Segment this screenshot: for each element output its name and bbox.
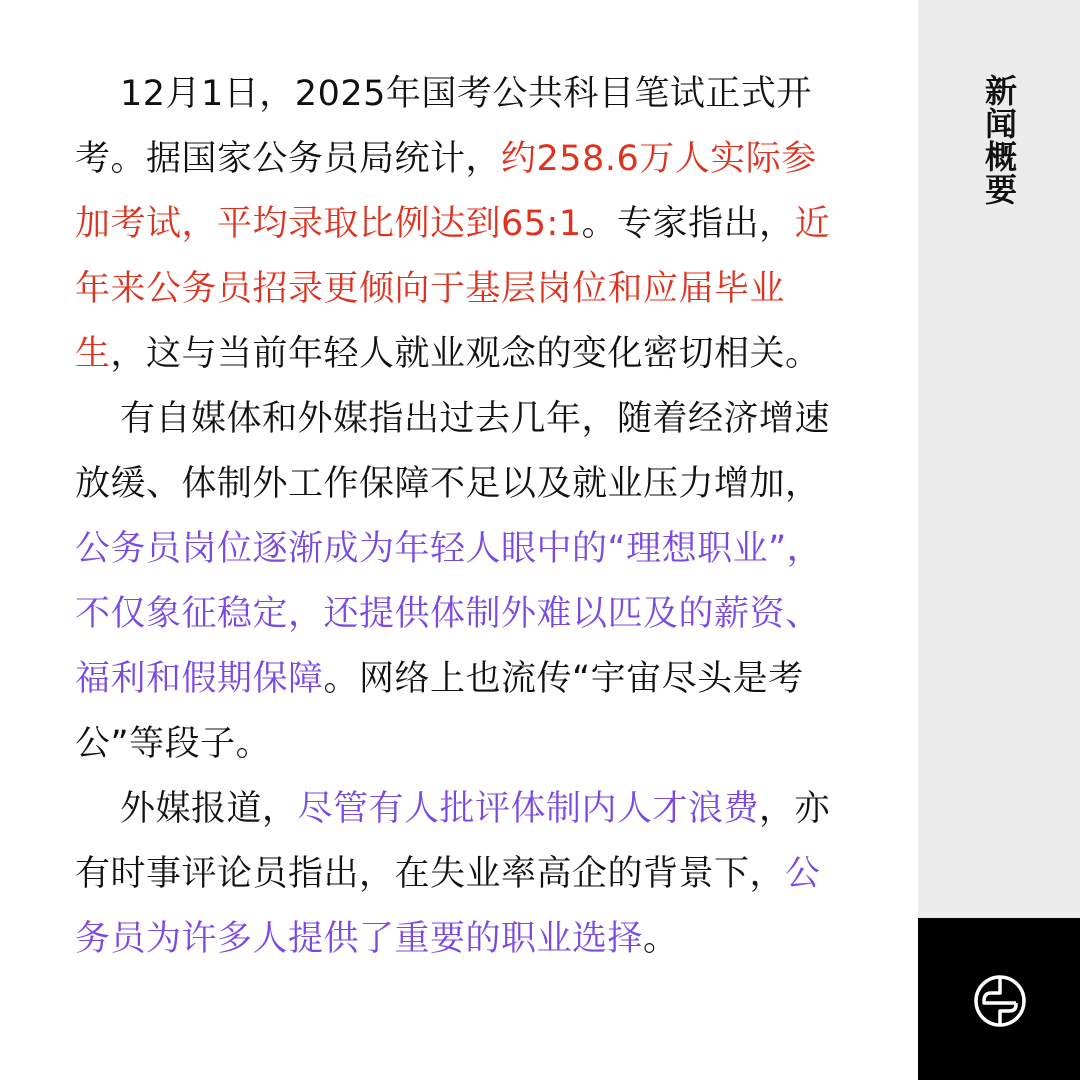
p1-text-3: ，这与当前年轻人就业观念的变化密切相关。 (110, 334, 821, 374)
sidebar-title: 新闻概要 (980, 74, 1018, 206)
sidebar (918, 0, 1080, 918)
p2-highlight-1: 公务员岗位逐渐成为年轻人眼中的“理想职业”，不仅象征稳定，还提供体制外难以匹及的薪资、福利和假期保障 (75, 529, 823, 699)
p1-highlight-1: 约258.6万人实际参加考试，平均录取比例达到65:1 (75, 139, 817, 244)
p2-text-1: 有自媒体和外媒指出过去几年，随着经济增速放缓、体制外工作保障不足以及就业压力增加， (75, 399, 831, 504)
logo-box (918, 918, 1080, 1080)
p1-text-2: 。专家指出， (581, 204, 795, 244)
paragraph-2 (75, 387, 840, 777)
p1-highlight-2: 近年来公务员招录更倾向于基层岗位和应届毕业生 (75, 204, 831, 374)
sidebar-title-wrap (982, 74, 1016, 224)
paragraph-1 (75, 62, 840, 387)
p1-text-1: 12月1日，2025年国考公共科目笔试正式开考。据国家公务员局统计， (75, 74, 812, 179)
p3-highlight-2: 公务员为许多人提供了重要的职业选择 (75, 854, 821, 959)
p2-text-2: 。网络上也流传“宇宙尽头是考公”等段子。 (75, 659, 804, 764)
p3-highlight-1: 尽管有人批评体制内人才浪费 (297, 789, 760, 829)
p3-text-1: 外媒报道， (120, 789, 298, 829)
circle-logo-icon (973, 974, 1027, 1028)
paragraph-3 (75, 777, 840, 972)
p3-text-3: 。 (643, 919, 679, 959)
article-body (75, 62, 840, 1042)
p3-text-2: ，亦有时事评论员指出，在失业率高企的背景下， (75, 789, 831, 894)
